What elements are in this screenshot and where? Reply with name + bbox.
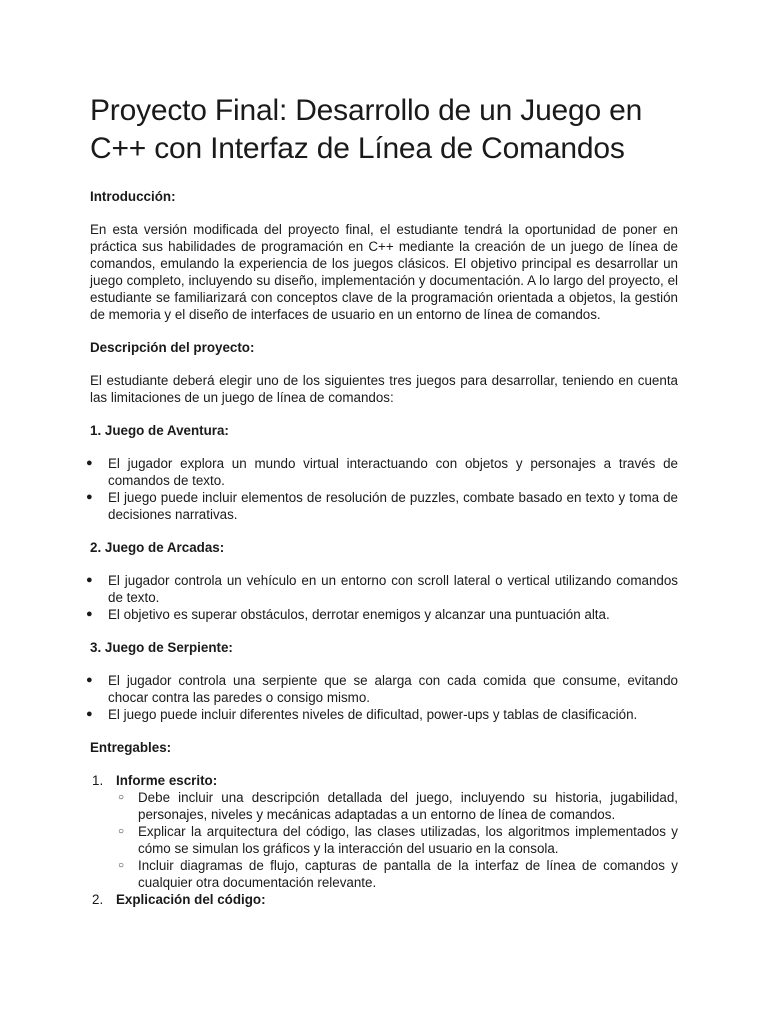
deliverable-item bbox=[90, 891, 678, 908]
list-item-text: El jugador explora un mundo virtual interactuando con objetos y personajes a través de comandos de texto. bbox=[108, 456, 678, 488]
bullet-icon: ● bbox=[86, 608, 93, 620]
list-item-text: El jugador controla una serpiente que se alarga con cada comida que consume, evitando chocar contra las paredes o consigo mismo. bbox=[108, 673, 678, 705]
bullet-icon: ● bbox=[86, 491, 93, 503]
document-page bbox=[86, 92, 678, 908]
deliverable-item bbox=[90, 772, 678, 891]
game-bullets-adventure bbox=[86, 455, 678, 523]
deliverable-number: 1. bbox=[92, 773, 104, 788]
list-item bbox=[86, 672, 678, 706]
bullet-icon: ● bbox=[86, 457, 93, 469]
game-heading-snake: 3. Juego de Serpiente: bbox=[90, 640, 233, 655]
sub-bullet-icon: ○ bbox=[118, 792, 125, 803]
deliverable-subitems bbox=[116, 789, 678, 891]
description-paragraph: El estudiante deberá elegir uno de los siguientes tres juegos para desarrollar, teniendo en cuenta las limitaciones de un juego de línea de comandos: bbox=[90, 373, 678, 405]
sub-bullet-icon: ○ bbox=[118, 860, 125, 871]
document-title: Proyecto Final: Desarrollo de un Juego en C++ con Interfaz de Línea de Comandos bbox=[90, 94, 643, 165]
deliverables-heading: Entregables: bbox=[90, 740, 172, 755]
game-heading-arcade: 2. Juego de Arcadas: bbox=[90, 540, 225, 555]
sub-list-item-text: Debe incluir una descripción detallada del juego, incluyendo su historia, jugabilidad, personajes, niveles y mecánicas adaptadas a un entorno de línea de comandos. bbox=[138, 790, 678, 822]
bullet-icon: ● bbox=[86, 674, 93, 686]
sub-list-item-text: Explicar la arquitectura del código, las clases utilizadas, los algoritmos implementados y cómo se simulan los gráficos y la interacción del usuario en la consola. bbox=[138, 824, 678, 856]
intro-heading: Introducción: bbox=[90, 189, 176, 204]
list-item bbox=[86, 572, 678, 606]
deliverable-title: Explicación del código: bbox=[116, 892, 266, 907]
deliverable-number: 2. bbox=[92, 892, 104, 907]
description-heading: Descripción del proyecto: bbox=[90, 340, 255, 355]
game-bullets-snake bbox=[86, 672, 678, 723]
list-item-text: El juego puede incluir elementos de resolución de puzzles, combate basado en texto y toma de decisiones narrativas. bbox=[108, 490, 678, 522]
sub-list-item bbox=[116, 857, 678, 891]
sub-list-item bbox=[116, 823, 678, 857]
list-item bbox=[86, 706, 678, 723]
list-item bbox=[86, 455, 678, 489]
sub-bullet-icon: ○ bbox=[118, 826, 125, 837]
deliverables-list bbox=[90, 772, 678, 908]
list-item-text: El jugador controla un vehículo en un entorno con scroll lateral o vertical utilizando comandos de texto. bbox=[108, 573, 678, 605]
sub-list-item bbox=[116, 789, 678, 823]
list-item-text: El objetivo es superar obstáculos, derrotar enemigos y alcanzar una puntuación alta. bbox=[108, 607, 610, 622]
bullet-icon: ● bbox=[86, 574, 93, 586]
intro-paragraph: En esta versión modificada del proyecto final, el estudiante tendrá la oportunidad de poner en práctica sus habilidades de programación en C++ mediante la creación de un juego de línea de comandos, emulando la experiencia de los juegos clásicos. El objetivo principal es desarrollar un juego completo, incluyendo su diseño, implementación y documentación. A lo largo del proyecto, el estudiante se familiarizará con conceptos clave de la programación orientada a objetos, la gestión de memoria y el diseño de interfaces de usuario en un entorno de línea de comandos. bbox=[90, 222, 678, 322]
bullet-icon: ● bbox=[86, 708, 93, 720]
list-item bbox=[86, 489, 678, 523]
game-heading-adventure: 1. Juego de Aventura: bbox=[90, 423, 229, 438]
sub-list-item-text: Incluir diagramas de flujo, capturas de pantalla de la interfaz de línea de comandos y cualquier otra documentación relevante. bbox=[138, 858, 678, 890]
deliverable-title: Informe escrito: bbox=[116, 773, 218, 788]
list-item-text: El juego puede incluir diferentes niveles de dificultad, power-ups y tablas de clasificación. bbox=[108, 707, 638, 722]
game-bullets-arcade bbox=[86, 572, 678, 623]
list-item bbox=[86, 606, 678, 623]
